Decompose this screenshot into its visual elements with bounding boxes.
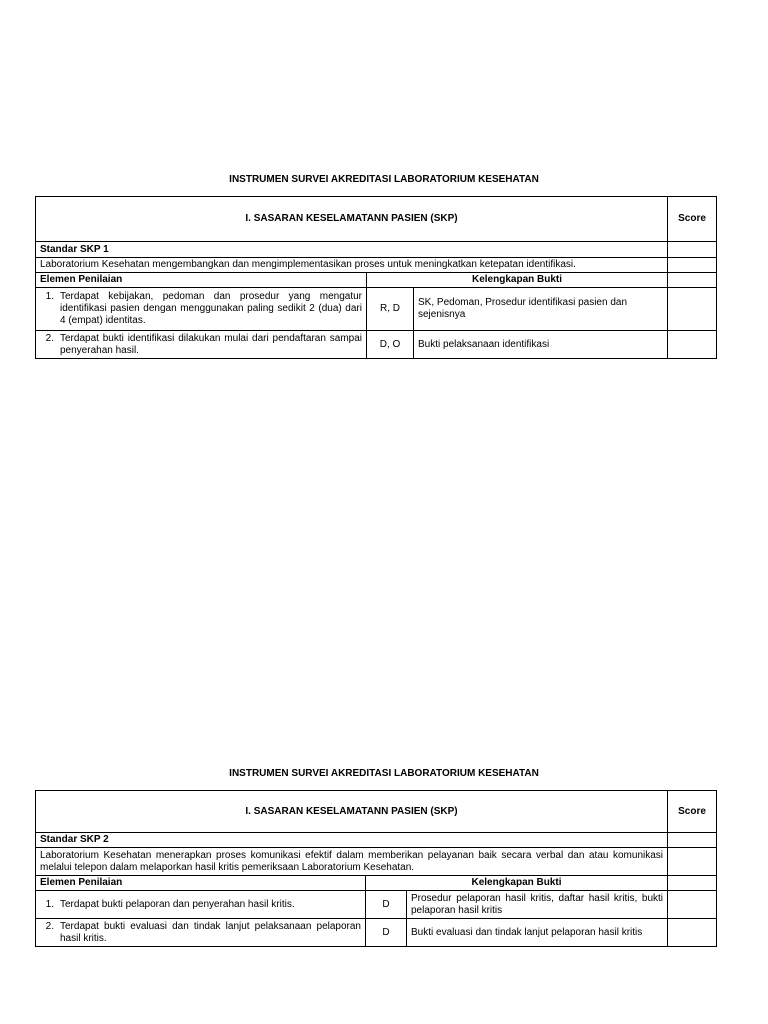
standard-description: Laboratorium Kesehatan mengembangkan dan mengimplementasikan proses untuk meningkatkan ketepatan identifikasi.: [36, 258, 668, 273]
table-header: I. SASARAN KESELAMATANN PASIEN (SKP): [36, 791, 668, 833]
element-cell: [36, 919, 366, 947]
score-cell[interactable]: [668, 258, 717, 273]
score-cell[interactable]: [668, 848, 717, 876]
item-number: 2.: [45, 920, 54, 932]
element-cell: [36, 288, 367, 331]
method-code: D, O: [367, 331, 414, 359]
evidence-column-header: Kelengkapan Bukti: [366, 876, 668, 891]
document-title-1: INSTRUMEN SURVEI AKREDITASI LABORATORIUM KESEHATAN: [229, 174, 539, 185]
item-number: 1.: [45, 898, 54, 910]
method-code: R, D: [367, 288, 414, 331]
assessment-table-skp-1: [35, 196, 717, 359]
element-text: Terdapat bukti identifikasi dilakukan mulai dari pendaftaran sampai penyerahan hasil.: [60, 332, 362, 356]
evidence-text: SK, Pedoman, Prosedur identifikasi pasien dan sejenisnya: [414, 288, 668, 331]
item-number: 2.: [45, 332, 54, 344]
score-cell[interactable]: [668, 273, 717, 288]
score-cell[interactable]: [668, 919, 717, 947]
standard-label: Standar SKP 2: [36, 833, 668, 848]
table-row: [36, 331, 717, 359]
score-cell[interactable]: [668, 242, 717, 258]
evidence-column-header: Kelengkapan Bukti: [367, 273, 668, 288]
method-code: D: [366, 919, 407, 947]
score-header: Score: [668, 791, 717, 833]
assessment-table-skp-2: [35, 790, 717, 947]
element-text: Terdapat bukti pelaporan dan penyerahan hasil kritis.: [60, 898, 295, 910]
score-header: Score: [668, 197, 717, 242]
element-cell: [36, 891, 366, 919]
score-cell[interactable]: [668, 288, 717, 331]
score-cell[interactable]: [668, 876, 717, 891]
table-row: [36, 891, 717, 919]
evidence-text: Prosedur pelaporan hasil kritis, daftar hasil kritis, bukti pelaporan hasil kritis: [407, 891, 668, 919]
score-cell[interactable]: [668, 833, 717, 848]
standard-label: Standar SKP 1: [36, 242, 668, 258]
element-text: Terdapat kebijakan, pedoman dan prosedur yang mengatur identifikasi pasien dengan menggunakan paling sedikit 2 (dua) dari 4 (empat) identitas.: [60, 291, 362, 326]
document-title-2: INSTRUMEN SURVEI AKREDITASI LABORATORIUM KESEHATAN: [229, 768, 539, 779]
item-number: 1.: [45, 291, 54, 302]
table-header: I. SASARAN KESELAMATANN PASIEN (SKP): [36, 197, 668, 242]
table-row: [36, 288, 717, 331]
score-cell[interactable]: [668, 891, 717, 919]
evidence-text: Bukti evaluasi dan tindak lanjut pelaporan hasil kritis: [407, 919, 668, 947]
table-row: [36, 919, 717, 947]
score-cell[interactable]: [668, 331, 717, 359]
element-column-header: Elemen Penilaian: [36, 273, 367, 288]
element-column-header: Elemen Penilaian: [36, 876, 366, 891]
element-text: Terdapat bukti evaluasi dan tindak lanjut pelaksanaan pelaporan hasil kritis.: [60, 920, 361, 944]
standard-description: Laboratorium Kesehatan menerapkan proses komunikasi efektif dalam memberikan pelayanan baik secara verbal dan atau komunikasi melalui telepon dalam melaporkan hasil kritis pemeriksaan Laboratorium Kesehatan.: [36, 848, 668, 876]
element-cell: [36, 331, 367, 359]
evidence-text: Bukti pelaksanaan identifikasi: [414, 331, 668, 359]
method-code: D: [366, 891, 407, 919]
